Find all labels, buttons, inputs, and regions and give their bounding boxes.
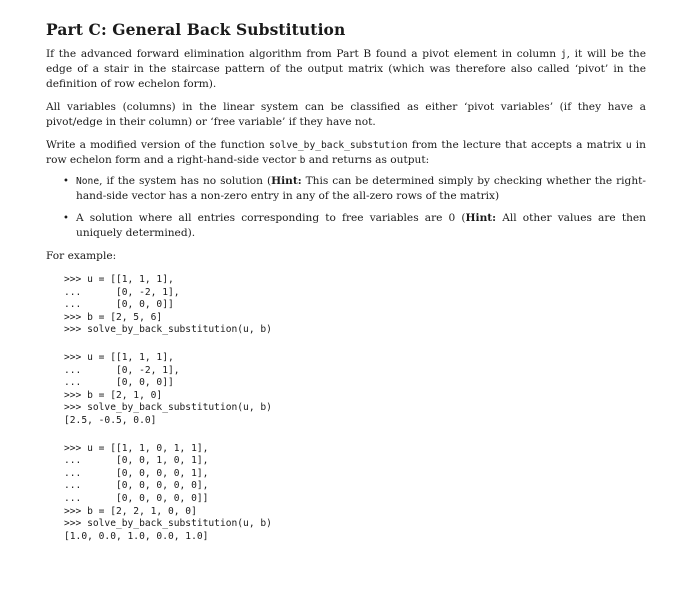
- code-line: >>> u = [[1, 1, 1],: [64, 274, 174, 285]
- code-line: >>> solve_by_back_substitution(u, b): [64, 518, 272, 530]
- code-line: >>> solve_by_back_substitution(u, b): [64, 324, 272, 336]
- code-line: ... [0, 0, 0, 0, 1],: [64, 467, 209, 479]
- bullet-item-none: [46, 174, 646, 204]
- example-label: For example:: [46, 250, 117, 262]
- inline-code-none: None: [76, 176, 100, 187]
- bullet-text: This can be determined simply by checking whether the right-hand-side vector has a non-zero entry in any of the all-zero rows of the matrix): [76, 175, 646, 202]
- code-line: ... [0, 0, 0, 0, 0],: [64, 480, 209, 492]
- inline-code-j: j: [560, 49, 567, 60]
- bullet-icon: •: [63, 213, 69, 224]
- bullet-text: All other values are then uniquely determined).: [76, 212, 646, 239]
- paragraph-text: from the lecture that accepts a matrix: [407, 139, 626, 151]
- paragraph-text: Write a modified version of the function: [46, 139, 270, 151]
- hint-label: Hint:: [465, 212, 497, 224]
- paragraph-variable-classification: All variables (columns) in the linear system can be classified as either ‘pivot variables’ (if they have a pivot/edge in their column) or ‘free variable’ if they have not.: [46, 101, 646, 128]
- code-line: >>> b = [2, 5, 6]: [64, 311, 163, 323]
- code-line: >>> u = [[1, 1, 0, 1, 1],: [64, 442, 209, 454]
- section-title: Part C: General Back Substitution: [46, 20, 346, 39]
- code-example-2: [64, 352, 646, 428]
- code-example-1: [64, 274, 646, 337]
- bullet-text: , if the system has no solution (: [99, 175, 272, 187]
- code-output-line: [1.0, 0.0, 1.0, 0.0, 1.0]: [64, 530, 209, 542]
- paragraph-text: and returns as output:: [305, 154, 430, 166]
- paragraph-pivot-definition: [46, 47, 646, 92]
- bullet-text: A solution where all entries corresponding to free variables are 0 (: [76, 212, 466, 224]
- code-line: >>> u = [[1, 1, 1],: [64, 351, 174, 363]
- code-output-line: [2.5, -0.5, 0.0]: [64, 414, 157, 426]
- code-line: >>> solve_by_back_substitution(u, b): [64, 402, 272, 414]
- paragraph-task: [46, 138, 646, 168]
- inline-code-u: u: [625, 140, 632, 151]
- output-bullet-list: [46, 174, 646, 241]
- inline-code-b: b: [299, 155, 306, 166]
- code-line: ... [0, 0, 0, 0, 0]]: [64, 492, 209, 504]
- paragraph-text: If the advanced forward elimination algorithm from Part B found a pivot element in column: [46, 48, 561, 60]
- code-line: >>> b = [2, 1, 0]: [64, 389, 163, 401]
- paragraph-text: , it will be the edge of a stair in the staircase pattern of the output matrix (which was therefore also called ‘pivot’ in the definition of row echelon form).: [46, 48, 646, 90]
- code-line: ... [0, 0, 1, 0, 1],: [64, 455, 209, 467]
- bullet-icon: •: [63, 176, 69, 187]
- code-line: ... [0, -2, 1],: [64, 364, 180, 376]
- code-line: ... [0, 0, 0]]: [64, 377, 174, 389]
- code-example-3: [64, 443, 646, 544]
- paragraph-text: in row echelon form and a right-hand-side vector: [46, 139, 646, 166]
- code-line: ... [0, -2, 1],: [64, 286, 180, 298]
- code-line: ... [0, 0, 0]]: [64, 299, 174, 311]
- hint-label: Hint:: [271, 175, 302, 187]
- inline-code-function-name: solve_by_back_substution: [269, 140, 408, 151]
- bullet-item-solution: [46, 211, 646, 241]
- code-line: >>> b = [2, 2, 1, 0, 0]: [64, 505, 197, 517]
- document-page: [46, 20, 646, 558]
